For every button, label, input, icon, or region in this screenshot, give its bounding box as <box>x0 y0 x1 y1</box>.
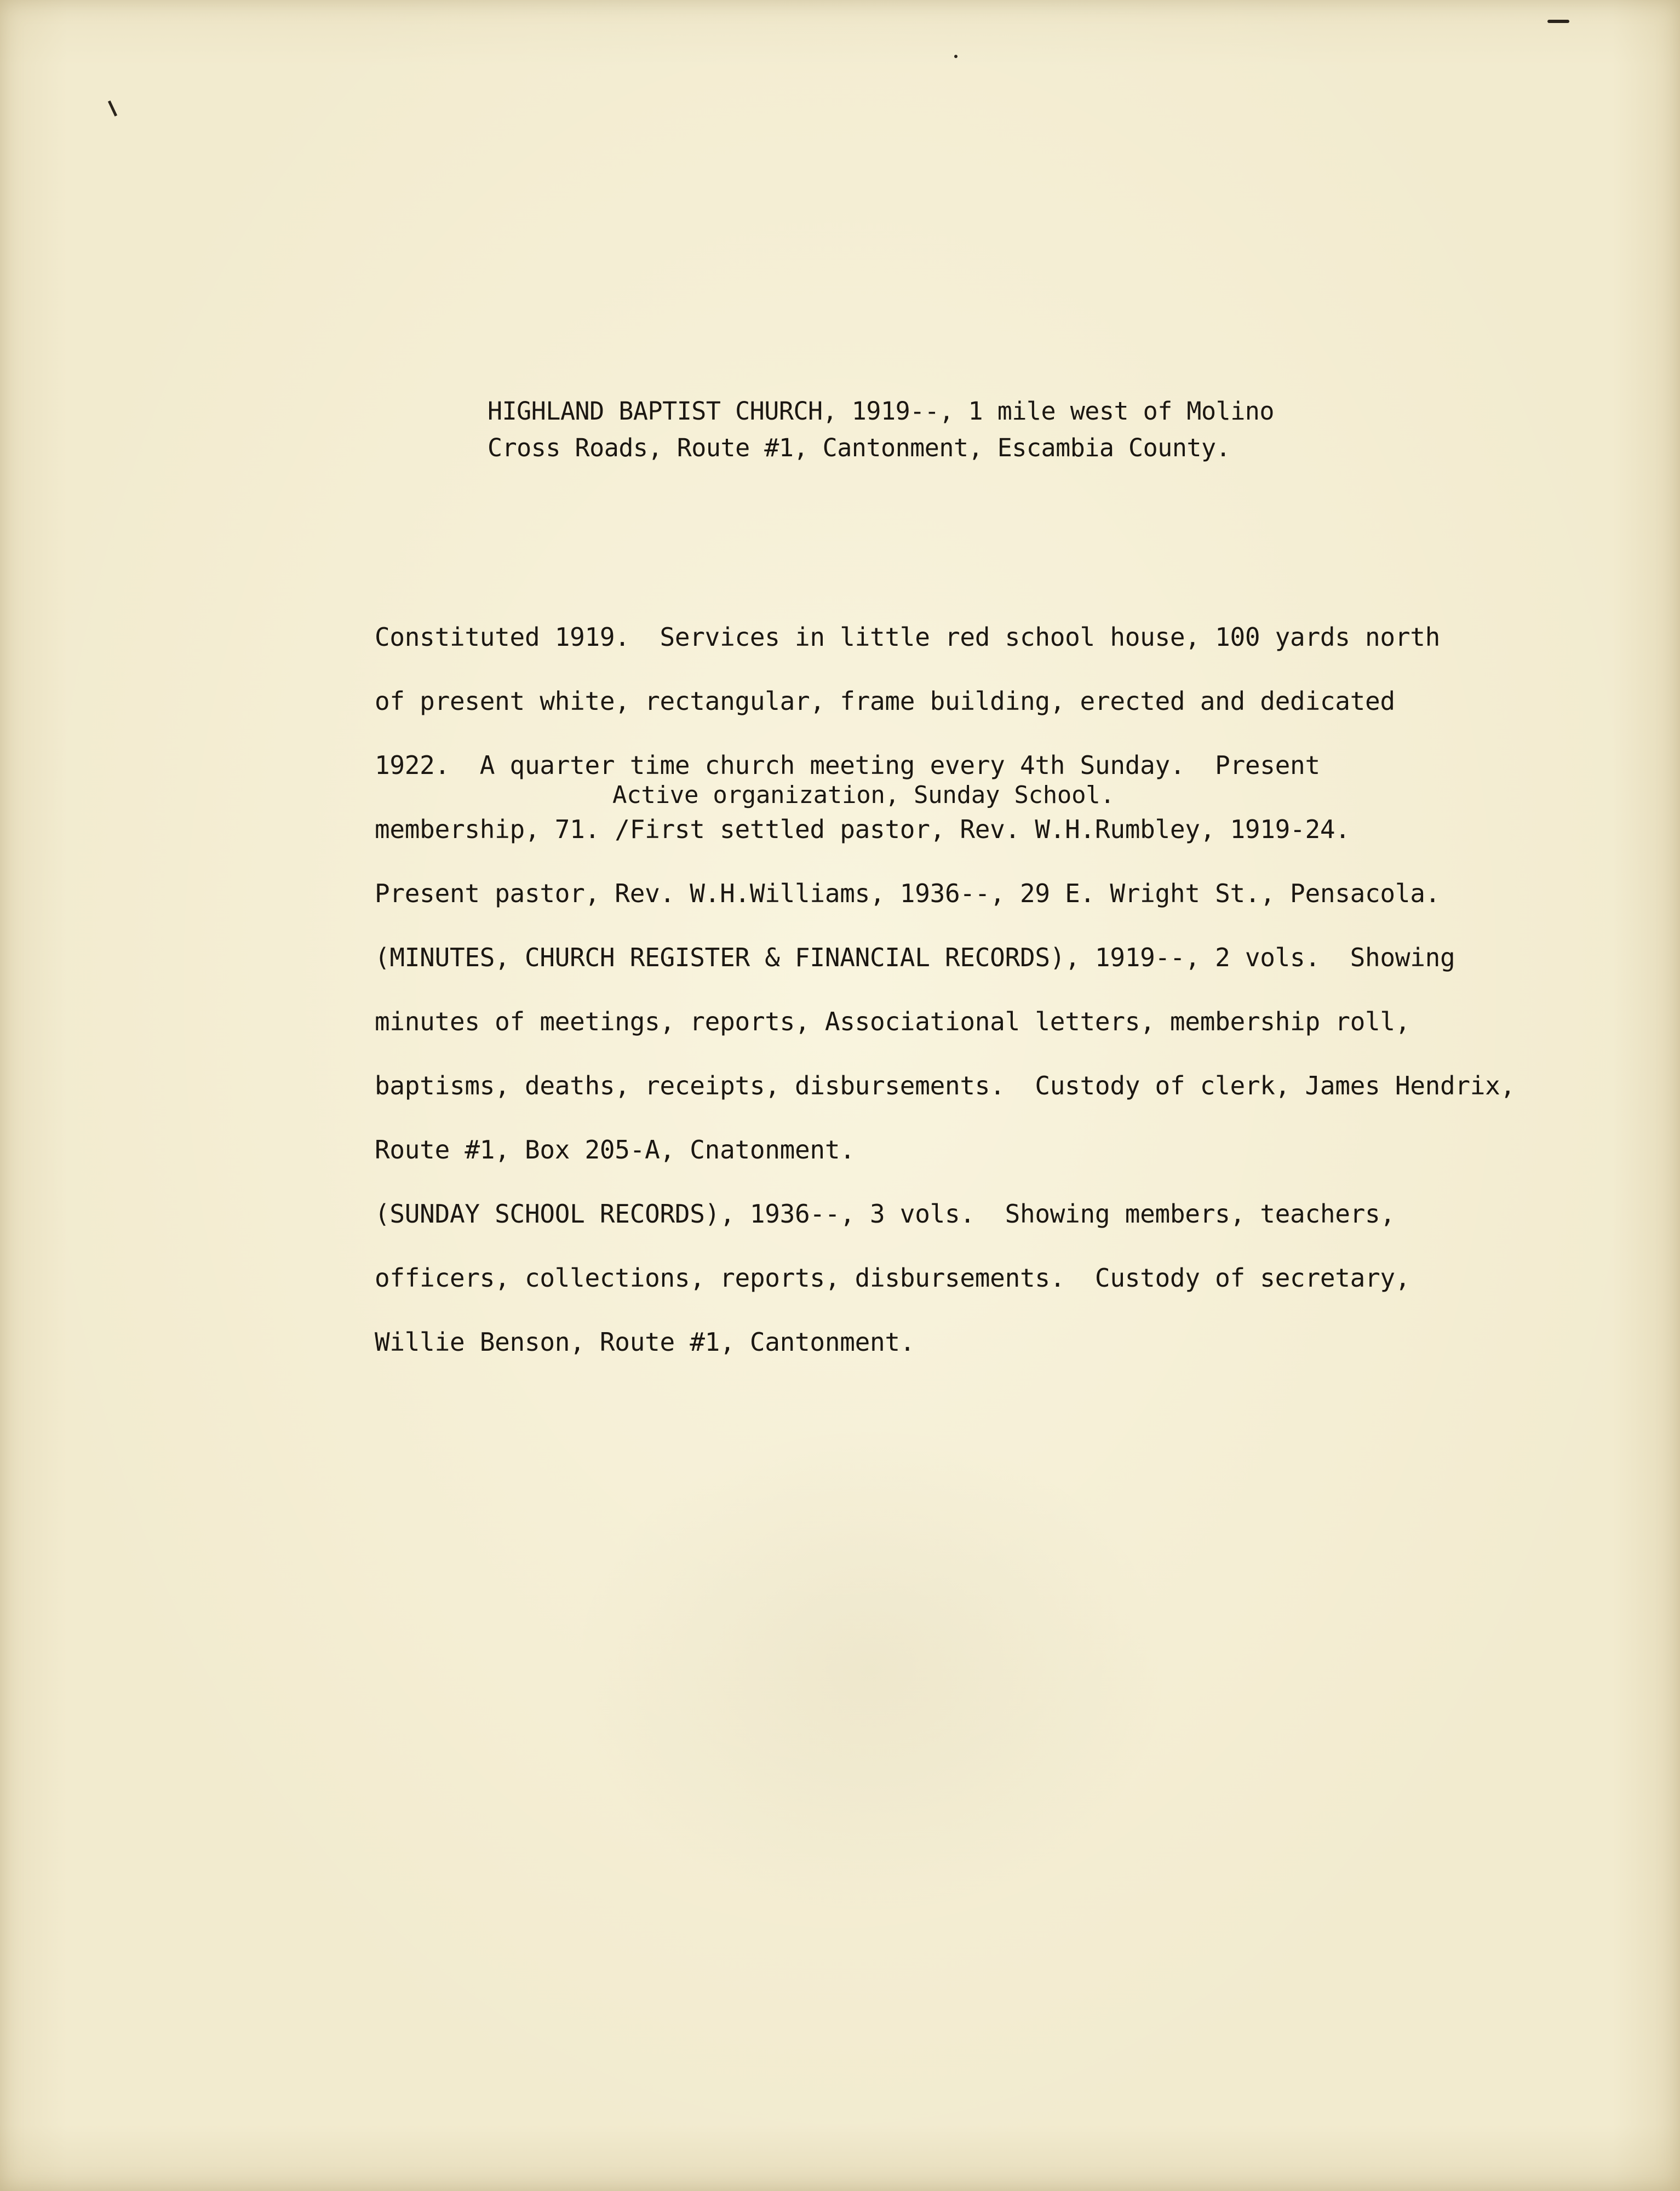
records-entry-line: (SUNDAY SCHOOL RECORDS), 1936--, 3 vols. Showing members, teachers, <box>375 1199 1395 1229</box>
body-line: Willie Benson, Route #1, Cantonment. <box>375 1327 915 1357</box>
entry-heading-line-1: HIGHLAND BAPTIST CHURCH, 1919--, 1 mile west of Molino <box>488 397 1274 426</box>
inserted-typed-line: Active organization, Sunday School. <box>612 781 1115 809</box>
entry-heading-line-2: Cross Roads, Route #1, Cantonment, Escambia County. <box>488 433 1231 462</box>
body-line: officers, collections, reports, disbursements. Custody of secretary, <box>375 1263 1410 1293</box>
body-line: baptisms, deaths, receipts, disbursements. Custody of clerk, James Hendrix, <box>375 1071 1515 1100</box>
bleed-through-stain <box>570 1424 1172 1917</box>
body-line: Present pastor, Rev. W.H.Williams, 1936--, 29 E. Wright St., Pensacola. <box>375 879 1440 908</box>
body-line: of present white, rectangular, frame building, erected and dedicated <box>375 686 1395 716</box>
margin-tick-mark <box>108 100 117 116</box>
body-line: 1922. A quarter time church meeting every 4th Sunday. Present <box>375 750 1320 780</box>
records-entry-line: (MINUTES, CHURCH REGISTER & FINANCIAL RECORDS), 1919--, 2 vols. Showing <box>375 943 1455 972</box>
body-line: Constituted 1919. Services in little red school house, 100 yards north <box>375 622 1440 652</box>
body-line: membership, 71. /First settled pastor, Rev. W.H.Rumbley, 1919-24. <box>375 815 1350 844</box>
edge-mark <box>1547 20 1569 23</box>
dot-mark <box>954 55 957 58</box>
body-line: minutes of meetings, reports, Associational letters, membership roll, <box>375 1007 1410 1036</box>
body-line: Route #1, Box 205-A, Cnatonment. <box>375 1135 855 1165</box>
